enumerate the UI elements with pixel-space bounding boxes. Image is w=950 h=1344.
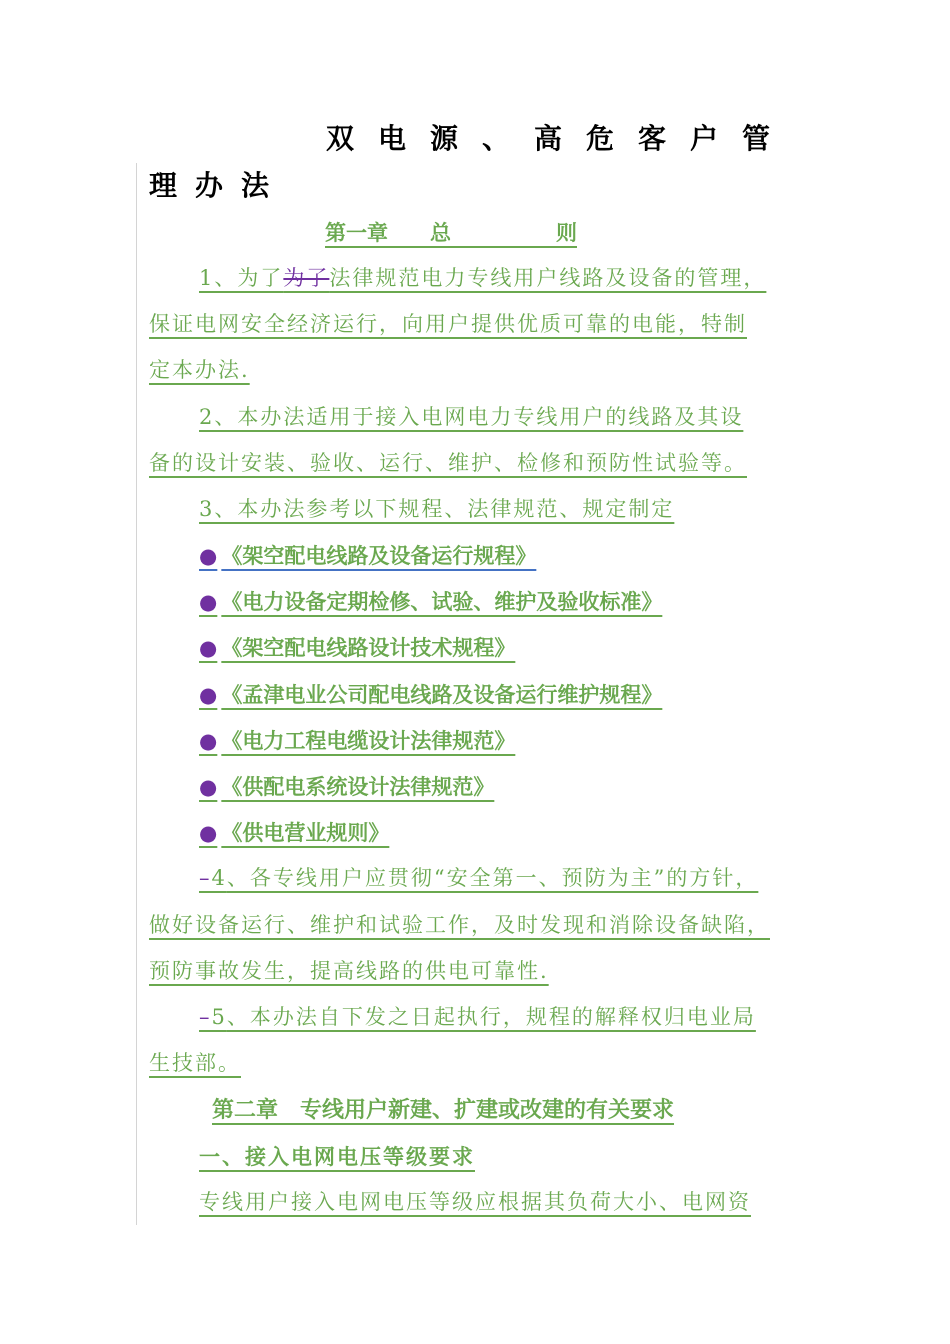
reference-title: 《供配电系统设计法律规范》 bbox=[221, 774, 495, 799]
reference-title: 《电力工程电缆设计法律规范》 bbox=[221, 728, 516, 753]
item-4-line-2: 做好设备运行、维护和试验工作，及时发现和消除设备缺陷， bbox=[149, 913, 770, 937]
document-title-line-1: 双电源、高危客户管 bbox=[326, 122, 795, 155]
item-1-line-2: 保证电网安全经济运行，向用户提供优质可靠的电能，特制 bbox=[149, 312, 747, 336]
reference-item bbox=[199, 822, 389, 843]
section-1-heading: 一、接入电网电压等级要求 bbox=[199, 1144, 475, 1169]
item-5-dash: – bbox=[199, 1005, 212, 1029]
item-1-line-1 bbox=[199, 268, 766, 289]
reference-title: 《孟津电业公司配电线路及设备运行维护规程》 bbox=[221, 682, 663, 707]
item-2-line-2: 备的设计安装、验收、运行、维护、检修和预防性试验等。 bbox=[149, 451, 747, 475]
chapter-2-heading: 第二章 专线用户新建、扩建或改建的有关要求 bbox=[212, 1097, 675, 1123]
bullet-icon: ● bbox=[199, 682, 218, 707]
item-4-line-1-rest: 、各专线用户应贯彻“安全第一、预防为主”的方针， bbox=[226, 866, 759, 890]
bullet-icon: ● bbox=[199, 774, 218, 799]
chapter-1-heading: 第一章 总 则 bbox=[325, 220, 577, 245]
bullet-icon: ● bbox=[199, 728, 218, 753]
item-5-line-1-rest: 、本办法自下发之日起执行，规程的解释权归电业局 bbox=[226, 1005, 756, 1029]
item-1-deleted-text: 为了 bbox=[283, 266, 330, 290]
reference-item bbox=[199, 545, 536, 566]
reference-title: 《供电营业规则》 bbox=[221, 820, 390, 845]
reference-item bbox=[199, 637, 515, 658]
reference-item bbox=[199, 591, 662, 612]
reference-title: 《架空配电线路及设备运行规程》 bbox=[221, 543, 537, 568]
reference-item bbox=[199, 730, 515, 751]
item-4-line-3: 预防事故发生，提高线路的供电可靠性. bbox=[149, 959, 549, 983]
item-2-line-1: 2、本办法适用于接入电网电力专线用户的线路及其设 bbox=[199, 405, 744, 429]
bullet-icon: ● bbox=[199, 635, 218, 660]
item-1-line-1-rest: 法律规范电力专线用户线路及设备的管理， bbox=[329, 266, 767, 290]
section-1-line-1: 专线用户接入电网电压等级应根据其负荷大小、电网资 bbox=[199, 1190, 751, 1214]
reference-item bbox=[199, 684, 662, 705]
item-5-number: 5 bbox=[211, 1005, 227, 1029]
item-4-number: 4 bbox=[211, 866, 227, 890]
item-5-line-1 bbox=[199, 1007, 756, 1028]
bullet-icon: ● bbox=[199, 543, 218, 568]
item-1-line-3: 定本办法. bbox=[149, 358, 250, 382]
reference-title: 《电力设备定期检修、试验、维护及验收标准》 bbox=[221, 589, 663, 614]
item-3-line-1: 3、本办法参考以下规程、法律规范、规定制定 bbox=[199, 497, 675, 521]
bullet-icon: ● bbox=[199, 820, 218, 845]
item-5-line-2: 生技部。 bbox=[149, 1051, 241, 1075]
margin-line bbox=[136, 163, 137, 1225]
bullet-icon: ● bbox=[199, 589, 218, 614]
document-title-line-2: 理办法 bbox=[149, 169, 288, 202]
item-4-line-1 bbox=[199, 868, 758, 889]
reference-title: 《架空配电线路设计技术规程》 bbox=[221, 635, 516, 660]
item-4-dash: – bbox=[199, 866, 212, 890]
reference-item bbox=[199, 776, 494, 797]
item-1-prefix: 1、为了 bbox=[199, 266, 284, 290]
